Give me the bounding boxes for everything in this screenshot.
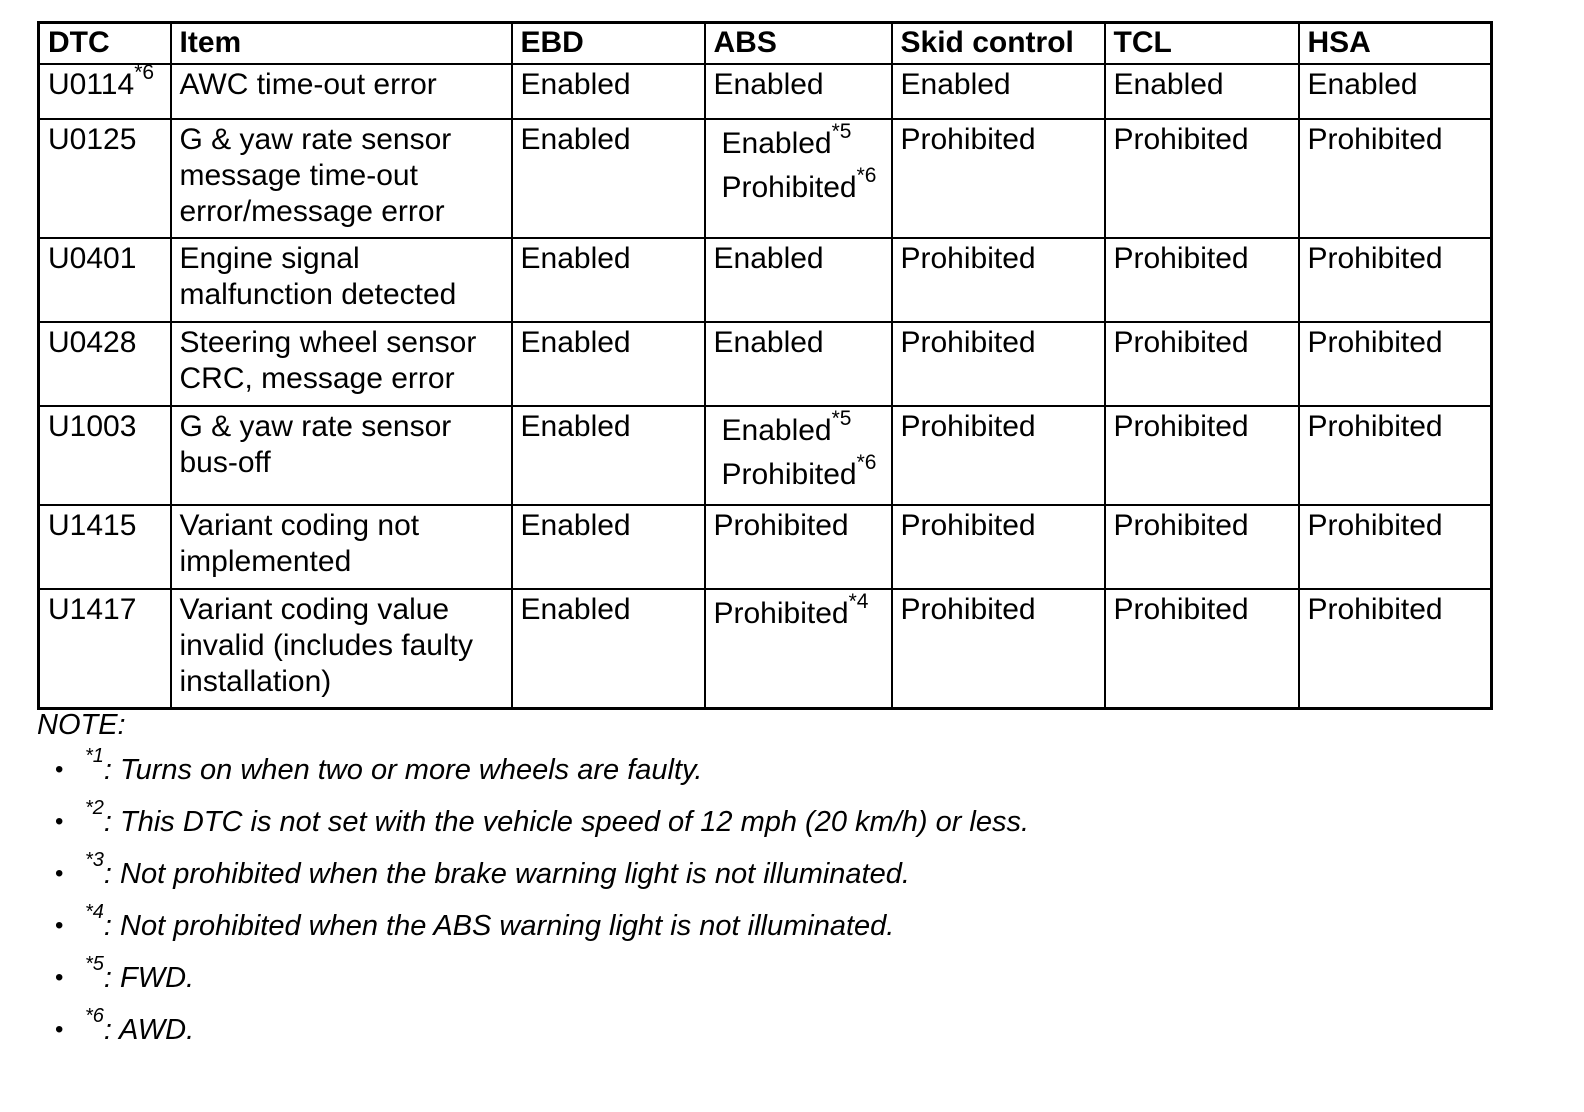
- cell-tcl: Prohibited: [1105, 322, 1299, 406]
- cell-skid-control: Prohibited: [892, 505, 1105, 589]
- cell-ebd: Enabled: [512, 322, 705, 406]
- cell-item: [171, 64, 512, 119]
- item-line: bus-off: [179, 446, 271, 479]
- note-text: : AWD.: [103, 1014, 195, 1046]
- table-row: [39, 406, 1492, 505]
- item-line: G & yaw rate sensor: [179, 123, 452, 156]
- cell-dtc: [39, 406, 171, 505]
- footnote-mark: *6: [85, 1005, 104, 1028]
- item-line: invalid (includes faulty: [179, 629, 473, 662]
- item-line: Engine signal: [179, 242, 360, 275]
- cell-dtc: [39, 505, 171, 589]
- note-text: : Not prohibited when the ABS warning light is not illuminated.: [103, 910, 895, 942]
- cell-tcl: Prohibited: [1105, 406, 1299, 505]
- note-item: [37, 796, 1517, 848]
- cell-tcl: Prohibited: [1105, 505, 1299, 589]
- cell-hsa: Prohibited: [1299, 119, 1492, 238]
- cell-skid-control: Prohibited: [892, 589, 1105, 709]
- cell-item: [171, 238, 512, 322]
- header-skid-control: Skid control: [892, 23, 1105, 65]
- note-item: [37, 744, 1517, 796]
- abs-value: Enabled: [721, 127, 832, 160]
- table-row: [39, 64, 1492, 119]
- abs-value: Prohibited: [721, 458, 857, 491]
- cell-ebd: Enabled: [512, 119, 705, 238]
- footnote-mark: *5: [831, 407, 852, 430]
- dtc-fail-safe-table: [37, 21, 1493, 710]
- abs-value: Enabled: [713, 242, 824, 275]
- dtc-code: U0114: [48, 68, 135, 101]
- bullet-icon: •: [55, 808, 64, 835]
- note-item: [37, 1004, 1517, 1056]
- cell-tcl: Prohibited: [1105, 589, 1299, 709]
- header-ebd: EBD: [512, 23, 705, 65]
- cell-abs: [705, 322, 892, 406]
- header-tcl: TCL: [1105, 23, 1299, 65]
- abs-line: [714, 509, 849, 542]
- item-line: implemented: [179, 545, 352, 578]
- footnote-mark: *3: [85, 849, 104, 872]
- cell-skid-control: Prohibited: [892, 406, 1105, 505]
- cell-tcl: Prohibited: [1105, 119, 1299, 238]
- footnote-mark: *4: [848, 590, 869, 613]
- item-line: installation): [179, 665, 332, 698]
- abs-line: [714, 451, 883, 493]
- note-text: : Turns on when two or more wheels are faulty.: [103, 754, 703, 786]
- cell-abs: [705, 589, 892, 709]
- cell-hsa: Prohibited: [1299, 505, 1492, 589]
- cell-ebd: Enabled: [512, 238, 705, 322]
- cell-ebd: Enabled: [512, 406, 705, 505]
- bullet-icon: •: [55, 1016, 64, 1043]
- cell-abs: [705, 406, 892, 505]
- dtc-code: U0125: [48, 123, 137, 156]
- cell-hsa: Prohibited: [1299, 406, 1492, 505]
- table-body: [39, 61, 1492, 709]
- dtc-code: U1003: [48, 410, 137, 443]
- item-line: Steering wheel sensor: [179, 326, 477, 359]
- abs-line: [714, 326, 824, 359]
- bullet-icon: •: [55, 756, 64, 783]
- item-line: message time-out: [179, 159, 418, 192]
- footnote-mark: *1: [85, 745, 104, 768]
- item-line: malfunction detected: [179, 278, 457, 311]
- abs-value: Prohibited: [713, 509, 849, 542]
- item-line: G & yaw rate sensor: [179, 410, 452, 443]
- bullet-icon: •: [55, 912, 64, 939]
- bullet-icon: •: [55, 860, 64, 887]
- cell-abs: [705, 64, 892, 119]
- cell-item: [171, 119, 512, 238]
- cell-hsa: Enabled: [1299, 64, 1492, 119]
- item-line: CRC, message error: [179, 362, 455, 395]
- cell-skid-control: Prohibited: [892, 322, 1105, 406]
- cell-hsa: Prohibited: [1299, 589, 1492, 709]
- header-dtc: DTC: [39, 23, 171, 65]
- table-row: [39, 589, 1492, 709]
- dtc-code: U0428: [48, 326, 137, 359]
- cell-dtc: [39, 322, 171, 406]
- cell-abs: [705, 238, 892, 322]
- header-hsa: HSA: [1299, 23, 1492, 65]
- item-line: Variant coding not: [179, 509, 420, 542]
- abs-line: [714, 164, 883, 206]
- abs-value: Enabled: [713, 68, 824, 101]
- table-row: [39, 238, 1492, 322]
- abs-value: Prohibited: [721, 171, 857, 204]
- table-row: [39, 505, 1492, 589]
- abs-line: [714, 242, 824, 275]
- cell-item: [171, 322, 512, 406]
- note-text: : This DTC is not set with the vehicle speed of 12 mph (20 km/h) or less.: [103, 806, 1030, 838]
- footnote-mark: *4: [85, 901, 104, 924]
- cell-dtc: [39, 61, 171, 119]
- abs-value: Prohibited: [713, 597, 849, 630]
- note-item: [37, 848, 1517, 900]
- bullet-icon: •: [55, 964, 64, 991]
- header-abs: ABS: [705, 23, 892, 65]
- footnote-mark: *5: [85, 953, 104, 976]
- abs-value: Enabled: [713, 326, 824, 359]
- footnote-mark: *6: [856, 164, 877, 187]
- table-header-row: [39, 23, 1492, 65]
- note-text: : FWD.: [103, 962, 195, 994]
- note-title: NOTE:: [37, 709, 126, 741]
- cell-skid-control: Enabled: [892, 64, 1105, 119]
- abs-line: [714, 407, 883, 449]
- note-section: [37, 706, 1517, 1056]
- cell-skid-control: Prohibited: [892, 119, 1105, 238]
- footnote-mark: *5: [831, 120, 852, 143]
- footnote-mark: *6: [134, 61, 155, 84]
- dtc-code: U0401: [48, 242, 137, 275]
- cell-hsa: Prohibited: [1299, 322, 1492, 406]
- cell-ebd: Enabled: [512, 589, 705, 709]
- item-line: error/message error: [179, 195, 445, 228]
- cell-tcl: Prohibited: [1105, 238, 1299, 322]
- cell-hsa: Prohibited: [1299, 238, 1492, 322]
- abs-line: [713, 590, 883, 632]
- table-row: [39, 322, 1492, 406]
- cell-item: [171, 406, 512, 505]
- header-item: Item: [171, 23, 512, 65]
- cell-abs: [705, 505, 892, 589]
- item-line: AWC time-out error: [179, 68, 437, 101]
- note-list: [37, 744, 1517, 1056]
- cell-dtc: [39, 238, 171, 322]
- item-line: Variant coding value: [179, 593, 450, 626]
- note-text: : Not prohibited when the brake warning light is not illuminated.: [103, 858, 910, 890]
- cell-ebd: Enabled: [512, 505, 705, 589]
- cell-ebd: Enabled: [512, 64, 705, 119]
- cell-dtc: [39, 119, 171, 238]
- cell-abs: [705, 119, 892, 238]
- cell-tcl: Enabled: [1105, 64, 1299, 119]
- cell-dtc: [39, 589, 171, 709]
- note-item: [37, 900, 1517, 952]
- footnote-mark: *2: [85, 797, 104, 820]
- abs-line: [714, 120, 883, 162]
- cell-item: [171, 505, 512, 589]
- cell-item: [171, 589, 512, 709]
- abs-value: Enabled: [721, 414, 832, 447]
- note-item: [37, 952, 1517, 1004]
- table-row: [39, 119, 1492, 238]
- dtc-code: U1417: [48, 593, 137, 626]
- footnote-mark: *6: [856, 451, 877, 474]
- cell-skid-control: Prohibited: [892, 238, 1105, 322]
- abs-line: [714, 68, 824, 101]
- dtc-code: U1415: [48, 509, 137, 542]
